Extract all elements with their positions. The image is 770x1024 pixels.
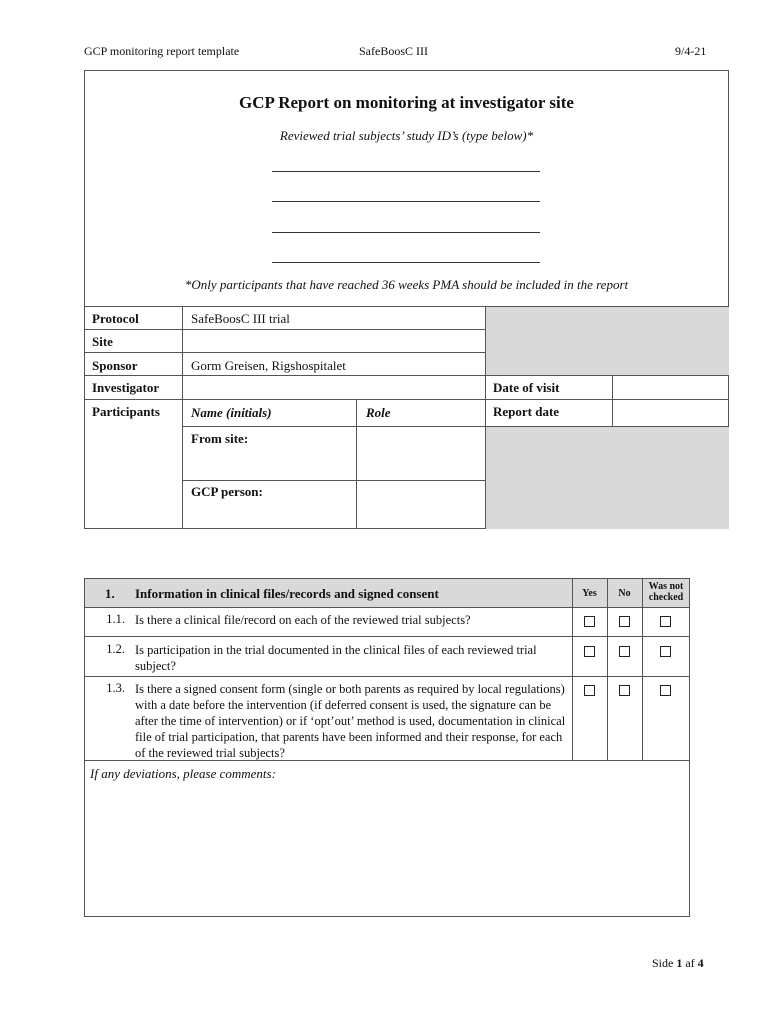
of-label: af <box>685 956 695 970</box>
report-date-label: Report date <box>493 404 560 419</box>
study-id-line-4[interactable] <box>272 262 540 263</box>
protocol-label: Protocol <box>92 311 139 326</box>
site-label: Site <box>92 334 113 349</box>
section1-number: 1. <box>105 586 115 601</box>
q1-1-yes-checkbox[interactable] <box>584 616 595 627</box>
page-indicator <box>652 956 704 971</box>
divider <box>642 579 643 760</box>
grey-cell-bottom <box>485 427 729 529</box>
col-no-header: No <box>618 588 631 599</box>
study-id-line-3[interactable] <box>272 232 540 233</box>
q1-2-yes-checkbox[interactable] <box>584 646 595 657</box>
q1-2-not-checked-checkbox[interactable] <box>660 646 671 657</box>
divider <box>85 676 689 677</box>
gcp-person-label: GCP person: <box>191 484 263 499</box>
divider <box>607 579 608 760</box>
divider <box>485 306 486 529</box>
comments-field[interactable] <box>86 785 688 915</box>
header-center: SafeBoosC III <box>359 44 428 58</box>
report-note: *Only participants that have reached 36 weeks PMA should be included in the report <box>184 277 629 292</box>
q1-3-no-checkbox[interactable] <box>619 685 630 696</box>
comments-label: If any deviations, please comments: <box>90 766 276 781</box>
header-right: 9/4-21 <box>675 44 707 58</box>
section1-box <box>84 578 690 917</box>
divider <box>183 480 485 481</box>
grey-cell-top <box>485 307 729 375</box>
divider <box>183 426 729 427</box>
report-title: GCP Report on monitoring at investigator site <box>239 93 574 112</box>
name-initials-header: Name (initials) <box>191 405 272 420</box>
page-current: 1 <box>676 956 683 970</box>
question-text: Is there a signed consent form (single or both parents as required by local regulations) with a date before the intervention (if deferred consent is used, the signature can be after the time of intervention) or if ‘opt’out’ method is used, documentation in clinical file of trial participation, that parents have been informed and their response, for each of the reviewed trial subjects? <box>135 682 566 760</box>
sponsor-value[interactable]: Gorm Greisen, Rigshospitalet <box>191 358 346 373</box>
divider <box>85 329 485 330</box>
role-header: Role <box>366 405 391 420</box>
section1-title: Information in clinical files/records and signed consent <box>135 586 439 601</box>
question-text: Is there a clinical file/record on each of the reviewed trial subjects? <box>135 613 471 627</box>
divider <box>85 636 689 637</box>
study-id-line-2[interactable] <box>272 201 540 202</box>
report-info-box <box>84 70 729 529</box>
divider <box>85 352 485 353</box>
sponsor-label: Sponsor <box>92 358 138 373</box>
participants-label: Participants <box>92 404 160 419</box>
q1-3-not-checked-checkbox[interactable] <box>660 685 671 696</box>
question-number: 1.2. <box>106 642 125 656</box>
from-site-label: From site: <box>191 431 249 446</box>
study-id-line-1[interactable] <box>272 171 540 172</box>
divider <box>356 399 357 529</box>
question-number: 1.3. <box>106 681 125 695</box>
q1-3-yes-checkbox[interactable] <box>584 685 595 696</box>
protocol-value[interactable]: SafeBoosC III trial <box>191 311 290 326</box>
header-left: GCP monitoring report template <box>84 44 240 58</box>
investigator-label: Investigator <box>92 380 160 395</box>
divider <box>85 607 689 608</box>
date-of-visit-label: Date of visit <box>493 380 560 395</box>
page-total: 4 <box>697 956 704 970</box>
report-subtitle: Reviewed trial subjects’ study ID’s (type below)* <box>279 128 534 143</box>
divider <box>612 375 613 426</box>
col-not-checked-header: Was not checked <box>648 581 684 603</box>
q1-1-not-checked-checkbox[interactable] <box>660 616 671 627</box>
question-text: Is participation in the trial documented in the clinical files of each reviewed trial subject? <box>135 643 537 673</box>
q1-2-no-checkbox[interactable] <box>619 646 630 657</box>
col-yes-header: Yes <box>582 588 597 599</box>
divider <box>182 306 183 529</box>
question-number: 1.1. <box>106 612 125 626</box>
side-label: Side <box>652 956 674 970</box>
divider <box>572 579 573 760</box>
q1-1-no-checkbox[interactable] <box>619 616 630 627</box>
